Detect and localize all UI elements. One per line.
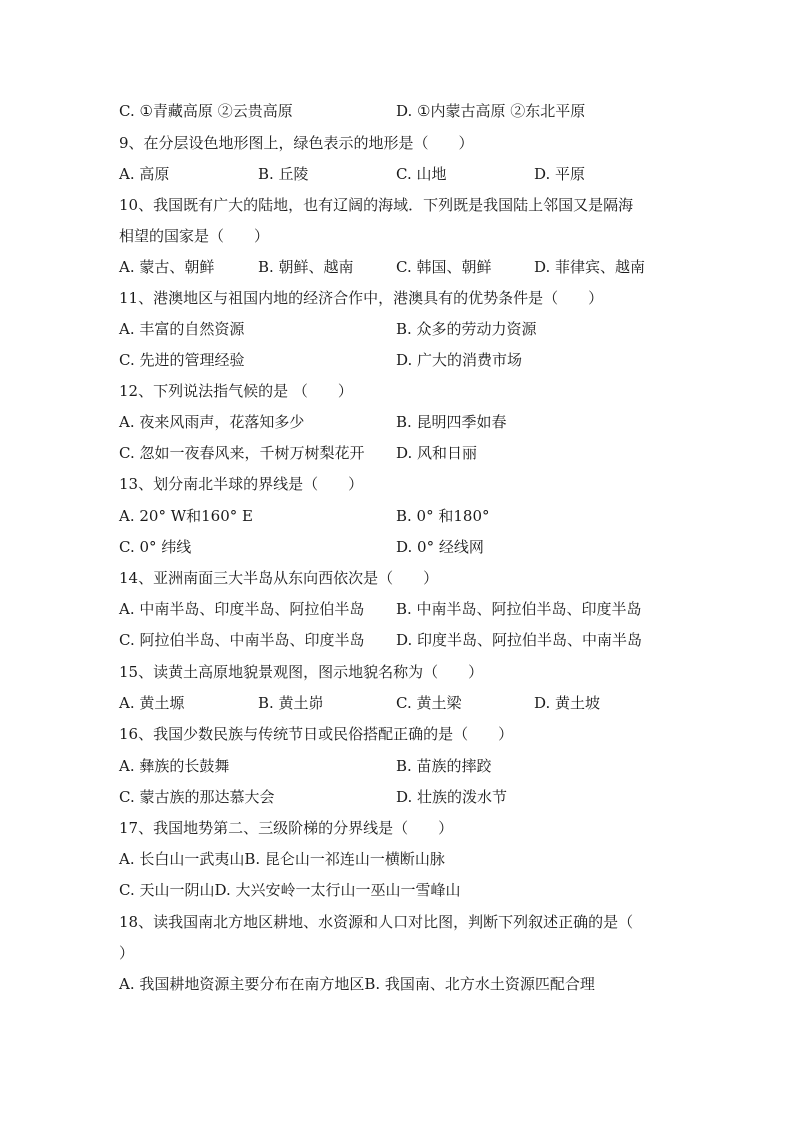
q14-stem: 14、亚洲南面三大半岛从东向西依次是（ ）	[119, 569, 439, 587]
q13-option-b: B. 0° 和180°	[396, 507, 490, 525]
q10-option-b: B. 朝鲜、越南	[258, 258, 354, 276]
q9-option-b: B. 丘陵	[258, 165, 309, 183]
q12-option-c: C. 忽如一夜春风来，千树万树梨花开	[119, 444, 365, 462]
q10-stem-line2: 相望的国家是（ ）	[119, 227, 270, 245]
q11-stem: 11、港澳地区与祖国内地的经济合作中，港澳具有的优势条件是（ ）	[119, 289, 604, 307]
q11-option-c: C. 先进的管理经验	[119, 351, 245, 369]
q13-option-a: A. 20° W和160° E	[119, 507, 253, 525]
q15-option-c: C. 黄土梁	[396, 694, 462, 712]
q8-option-c: C. ①青藏高原 ②云贵高原	[119, 102, 293, 120]
q10-option-c: C. 韩国、朝鲜	[396, 258, 492, 276]
q12-option-b: B. 昆明四季如春	[396, 413, 507, 431]
q12-option-d: D. 风和日丽	[396, 444, 478, 462]
q17-stem: 17、我国地势第二、三级阶梯的分界线是（ ）	[119, 819, 454, 837]
q16-option-d: D. 壮族的泼水节	[396, 788, 508, 806]
q13-stem: 13、划分南北半球的界线是（ ）	[119, 475, 364, 493]
q18-options-ab: A. 我国耕地资源主要分布在南方地区B. 我国南、北方水土资源匹配合理	[119, 975, 595, 993]
q16-stem: 16、我国少数民族与传统节日或民俗搭配正确的是（ ）	[119, 725, 514, 743]
q12-option-a: A. 夜来风雨声，花落知多少	[119, 413, 305, 431]
q11-option-a: A. 丰富的自然资源	[119, 320, 245, 338]
q14-option-b: B. 中南半岛、阿拉伯半岛、印度半岛	[396, 600, 642, 618]
q16-option-a: A. 彝族的长鼓舞	[119, 757, 230, 775]
q13-option-c: C. 0° 纬线	[119, 538, 192, 556]
q15-option-d: D. 黄土坡	[534, 694, 601, 712]
q15-stem: 15、读黄土高原地貌景观图，图示地貌名称为（ ）	[119, 663, 484, 681]
q14-option-c: C. 阿拉伯半岛、中南半岛、印度半岛	[119, 631, 365, 649]
q17-options-cd: C. 天山一阴山D. 大兴安岭一太行山一巫山一雪峰山	[119, 881, 461, 899]
q10-stem-line1: 10、我国既有广大的陆地，也有辽阔的海域．下列既是我国陆上邻国又是隔海	[119, 196, 634, 214]
q10-option-d: D. 菲律宾、越南	[534, 258, 646, 276]
q9-option-c: C. 山地	[396, 165, 447, 183]
q18-stem-line2: ）	[119, 944, 135, 962]
q9-stem: 9、在分层设色地形图上，绿色表示的地形是（ ）	[119, 134, 474, 152]
q15-option-b: B. 黄土峁	[258, 694, 324, 712]
q11-option-b: B. 众多的劳动力资源	[396, 320, 537, 338]
q16-option-b: B. 苗族的摔跤	[396, 757, 492, 775]
q9-option-a: A. 高原	[119, 165, 170, 183]
q16-option-c: C. 蒙古族的那达慕大会	[119, 788, 275, 806]
q13-option-d: D. 0° 经线网	[396, 538, 484, 556]
q18-stem-line1: 18、读我国南北方地区耕地、水资源和人口对比图，判断下列叙述正确的是（	[119, 913, 634, 931]
q11-option-d: D. 广大的消费市场	[396, 351, 523, 369]
q8-option-d: D. ①内蒙古高原 ②东北平原	[396, 102, 586, 120]
q9-option-d: D. 平原	[534, 165, 586, 183]
q15-option-a: A. 黄土塬	[119, 694, 185, 712]
q12-stem: 12、下列说法指气候的是 （ ）	[119, 382, 353, 400]
q14-option-d: D. 印度半岛、阿拉伯半岛、中南半岛	[396, 631, 643, 649]
q10-option-a: A. 蒙古、朝鲜	[119, 258, 215, 276]
q17-options-ab: A. 长白山一武夷山B. 昆仑山一祁连山一横断山脉	[119, 850, 445, 868]
q14-option-a: A. 中南半岛、印度半岛、阿拉伯半岛	[119, 600, 365, 618]
